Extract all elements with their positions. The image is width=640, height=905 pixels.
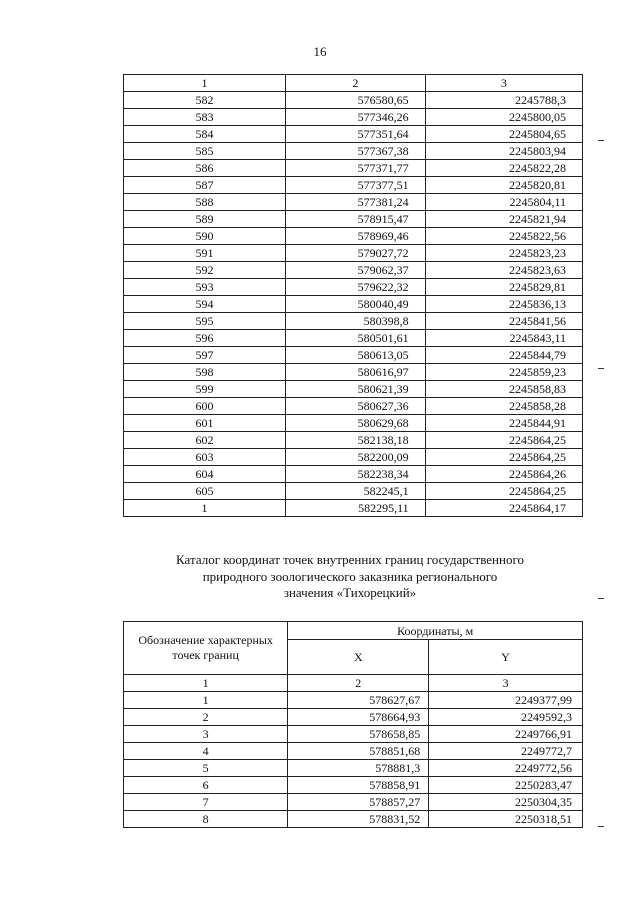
x-coordinate-cell: 580398,8 <box>286 313 426 330</box>
y-coordinate-cell: 2249772,56 <box>429 760 583 777</box>
table-row <box>124 109 583 126</box>
column-number-2: 2 <box>288 675 429 692</box>
margin-mark <box>598 826 604 827</box>
point-number-cell: 593 <box>124 279 286 296</box>
table-row <box>124 726 583 743</box>
table-row <box>124 760 583 777</box>
y-coordinate-cell: 2245822,28 <box>425 160 582 177</box>
x-coordinate-cell: 580629,68 <box>286 415 426 432</box>
point-number-cell: 588 <box>124 194 286 211</box>
table-row <box>124 262 583 279</box>
table-row <box>124 709 583 726</box>
x-coordinate-cell: 577346,26 <box>286 109 426 126</box>
table-header-row <box>124 622 583 640</box>
table-row <box>124 126 583 143</box>
table-row <box>124 228 583 245</box>
table-row <box>124 415 583 432</box>
margin-mark <box>598 598 604 599</box>
x-coordinate-cell: 578831,52 <box>288 811 429 828</box>
x-coordinate-cell: 580501,61 <box>286 330 426 347</box>
point-number-cell: 596 <box>124 330 286 347</box>
table-row <box>124 483 583 500</box>
y-coordinate-cell: 2245858,83 <box>425 381 582 398</box>
point-number-cell: 582 <box>124 92 286 109</box>
y-coordinate-cell: 2245864,25 <box>425 483 582 500</box>
x-coordinate-cell: 578664,93 <box>288 709 429 726</box>
table-row <box>124 449 583 466</box>
point-number-cell: 584 <box>124 126 286 143</box>
x-coordinate-cell: 579062,37 <box>286 262 426 279</box>
x-coordinate-cell: 579027,72 <box>286 245 426 262</box>
header-x: X <box>288 640 429 675</box>
y-coordinate-cell: 2245823,23 <box>425 245 582 262</box>
y-coordinate-cell: 2245804,65 <box>425 126 582 143</box>
table-row <box>124 296 583 313</box>
y-coordinate-cell: 2249766,91 <box>429 726 583 743</box>
point-number-cell: 1 <box>124 500 286 517</box>
table-row <box>124 692 583 709</box>
y-coordinate-cell: 2249772,7 <box>429 743 583 760</box>
column-number-2: 2 <box>286 75 426 92</box>
caption-line-3: значения «Тихорецкий» <box>283 585 417 600</box>
x-coordinate-cell: 577367,38 <box>286 143 426 160</box>
x-coordinate-cell: 580627,36 <box>286 398 426 415</box>
x-coordinate-cell: 578858,91 <box>288 777 429 794</box>
table-row <box>124 500 583 517</box>
y-coordinate-cell: 2245844,91 <box>425 415 582 432</box>
y-coordinate-cell: 2245843,11 <box>425 330 582 347</box>
x-coordinate-cell: 580040,49 <box>286 296 426 313</box>
coordinates-table-inner <box>123 621 583 828</box>
point-number-cell: 1 <box>124 692 288 709</box>
y-coordinate-cell: 2245788,3 <box>425 92 582 109</box>
margin-mark <box>598 140 604 141</box>
y-coordinate-cell: 2250283,47 <box>429 777 583 794</box>
point-number-cell: 590 <box>124 228 286 245</box>
y-coordinate-cell: 2250304,35 <box>429 794 583 811</box>
x-coordinate-cell: 577371,77 <box>286 160 426 177</box>
column-number-3: 3 <box>425 75 582 92</box>
table-row <box>124 194 583 211</box>
coordinates-table-outer <box>123 74 583 517</box>
point-number-cell: 591 <box>124 245 286 262</box>
y-coordinate-cell: 2245859,23 <box>425 364 582 381</box>
point-number-cell: 4 <box>124 743 288 760</box>
y-coordinate-cell: 2245841,56 <box>425 313 582 330</box>
x-coordinate-cell: 580616,97 <box>286 364 426 381</box>
caption-line-2: природного зоологического заказника регионального <box>202 568 498 584</box>
y-coordinate-cell: 2245803,94 <box>425 143 582 160</box>
point-number-cell: 587 <box>124 177 286 194</box>
point-number-cell: 3 <box>124 726 288 743</box>
point-number-cell: 603 <box>124 449 286 466</box>
table-row <box>124 811 583 828</box>
x-coordinate-cell: 582295,11 <box>286 500 426 517</box>
y-coordinate-cell: 2245864,25 <box>425 432 582 449</box>
y-coordinate-cell: 2245822,56 <box>425 228 582 245</box>
x-coordinate-cell: 577351,64 <box>286 126 426 143</box>
x-coordinate-cell: 578627,67 <box>288 692 429 709</box>
y-coordinate-cell: 2245836,13 <box>425 296 582 313</box>
point-number-cell: 592 <box>124 262 286 279</box>
table-row <box>124 466 583 483</box>
point-number-cell: 604 <box>124 466 286 483</box>
point-number-cell: 597 <box>124 347 286 364</box>
y-coordinate-cell: 2245844,79 <box>425 347 582 364</box>
column-number-3: 3 <box>429 675 583 692</box>
table-row <box>124 777 583 794</box>
y-coordinate-cell: 2249377,99 <box>429 692 583 709</box>
y-coordinate-cell: 2245864,17 <box>425 500 582 517</box>
table-column-numbers-row <box>124 675 583 692</box>
point-number-cell: 586 <box>124 160 286 177</box>
table-row <box>124 160 583 177</box>
point-number-cell: 585 <box>124 143 286 160</box>
header-point-designation: Обозначение характерных точек границ <box>124 622 288 675</box>
point-number-cell: 8 <box>124 811 288 828</box>
x-coordinate-cell: 577377,51 <box>286 177 426 194</box>
y-coordinate-cell: 2249592,3 <box>429 709 583 726</box>
page-number: 16 <box>313 44 327 59</box>
table-row <box>124 279 583 296</box>
table-column-numbers-row <box>124 75 583 92</box>
point-number-cell: 594 <box>124 296 286 313</box>
point-number-cell: 602 <box>124 432 286 449</box>
table-row <box>124 347 583 364</box>
table-row <box>124 313 583 330</box>
x-coordinate-cell: 578969,46 <box>286 228 426 245</box>
margin-mark <box>598 368 604 369</box>
y-coordinate-cell: 2245858,28 <box>425 398 582 415</box>
y-coordinate-cell: 2245804,11 <box>425 194 582 211</box>
table-row <box>124 177 583 194</box>
x-coordinate-cell: 580613,05 <box>286 347 426 364</box>
table-row <box>124 364 583 381</box>
caption-line-1: Каталог координат точек внутренних границ государственного <box>176 552 524 567</box>
header-coordinates: Координаты, м <box>288 622 583 640</box>
x-coordinate-cell: 579622,32 <box>286 279 426 296</box>
x-coordinate-cell: 578857,27 <box>288 794 429 811</box>
point-number-cell: 600 <box>124 398 286 415</box>
x-coordinate-cell: 577381,24 <box>286 194 426 211</box>
x-coordinate-cell: 582238,34 <box>286 466 426 483</box>
x-coordinate-cell: 576580,65 <box>286 92 426 109</box>
x-coordinate-cell: 582138,18 <box>286 432 426 449</box>
x-coordinate-cell: 578915,47 <box>286 211 426 228</box>
point-number-cell: 605 <box>124 483 286 500</box>
y-coordinate-cell: 2245800,05 <box>425 109 582 126</box>
point-number-cell: 601 <box>124 415 286 432</box>
point-number-cell: 599 <box>124 381 286 398</box>
table-row <box>124 398 583 415</box>
x-coordinate-cell: 582200,09 <box>286 449 426 466</box>
y-coordinate-cell: 2245823,63 <box>425 262 582 279</box>
table-row <box>124 211 583 228</box>
table-row <box>124 794 583 811</box>
table-row <box>124 143 583 160</box>
point-number-cell: 595 <box>124 313 286 330</box>
point-number-cell: 589 <box>124 211 286 228</box>
table-row <box>124 432 583 449</box>
column-number-1: 1 <box>124 75 286 92</box>
table-row <box>124 381 583 398</box>
y-coordinate-cell: 2245864,25 <box>425 449 582 466</box>
table-row <box>124 245 583 262</box>
y-coordinate-cell: 2250318,51 <box>429 811 583 828</box>
header-y: Y <box>429 640 583 675</box>
point-number-cell: 7 <box>124 794 288 811</box>
y-coordinate-cell: 2245864,26 <box>425 466 582 483</box>
x-coordinate-cell: 578881,3 <box>288 760 429 777</box>
y-coordinate-cell: 2245820,81 <box>425 177 582 194</box>
table-row <box>124 330 583 347</box>
x-coordinate-cell: 582245,1 <box>286 483 426 500</box>
x-coordinate-cell: 578851,68 <box>288 743 429 760</box>
x-coordinate-cell: 578658,85 <box>288 726 429 743</box>
catalog-caption <box>120 552 580 602</box>
y-coordinate-cell: 2245829,81 <box>425 279 582 296</box>
point-number-cell: 583 <box>124 109 286 126</box>
point-number-cell: 2 <box>124 709 288 726</box>
y-coordinate-cell: 2245821,94 <box>425 211 582 228</box>
table-row <box>124 743 583 760</box>
point-number-cell: 6 <box>124 777 288 794</box>
point-number-cell: 598 <box>124 364 286 381</box>
x-coordinate-cell: 580621,39 <box>286 381 426 398</box>
table-row <box>124 92 583 109</box>
point-number-cell: 5 <box>124 760 288 777</box>
column-number-1: 1 <box>124 675 288 692</box>
